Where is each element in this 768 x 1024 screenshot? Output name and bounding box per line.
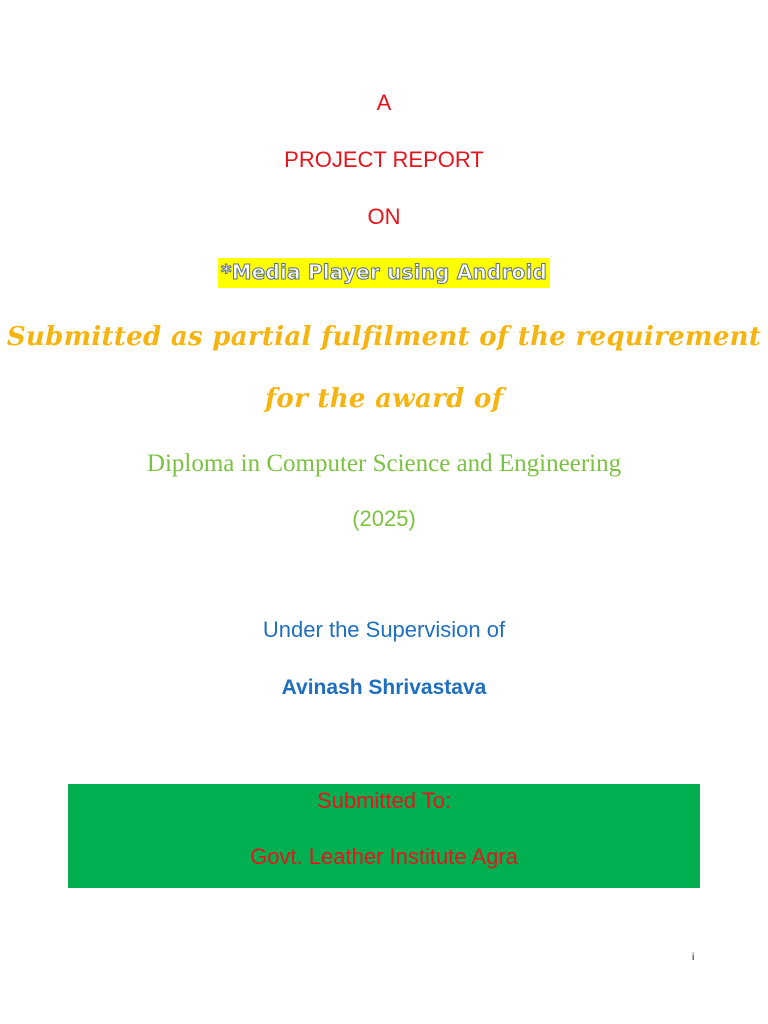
institute-name: Govt. Leather Institute Agra [250,844,518,869]
supervision-label: Under the Supervision of [262,617,506,642]
heading-on: ON [367,204,401,229]
submission-statement-line2: for the award of [264,384,504,414]
submission-statement-line1: Submitted as partial fulfilment of the requirement [6,322,762,352]
diploma-year: (2025) [352,506,416,531]
diploma-name: Diploma in Computer Science and Engineering [146,450,622,477]
submitted-to-label: Submitted To: [316,788,452,813]
page-number: i [692,952,695,963]
project-title: *Media Player using Android [218,258,550,288]
project-title-row [0,258,768,288]
heading-project-report: PROJECT REPORT [284,147,484,172]
submitted-to-box [68,784,700,888]
supervisor-name: Avinash Shrivastava [281,676,487,699]
heading-a: A [376,90,392,115]
